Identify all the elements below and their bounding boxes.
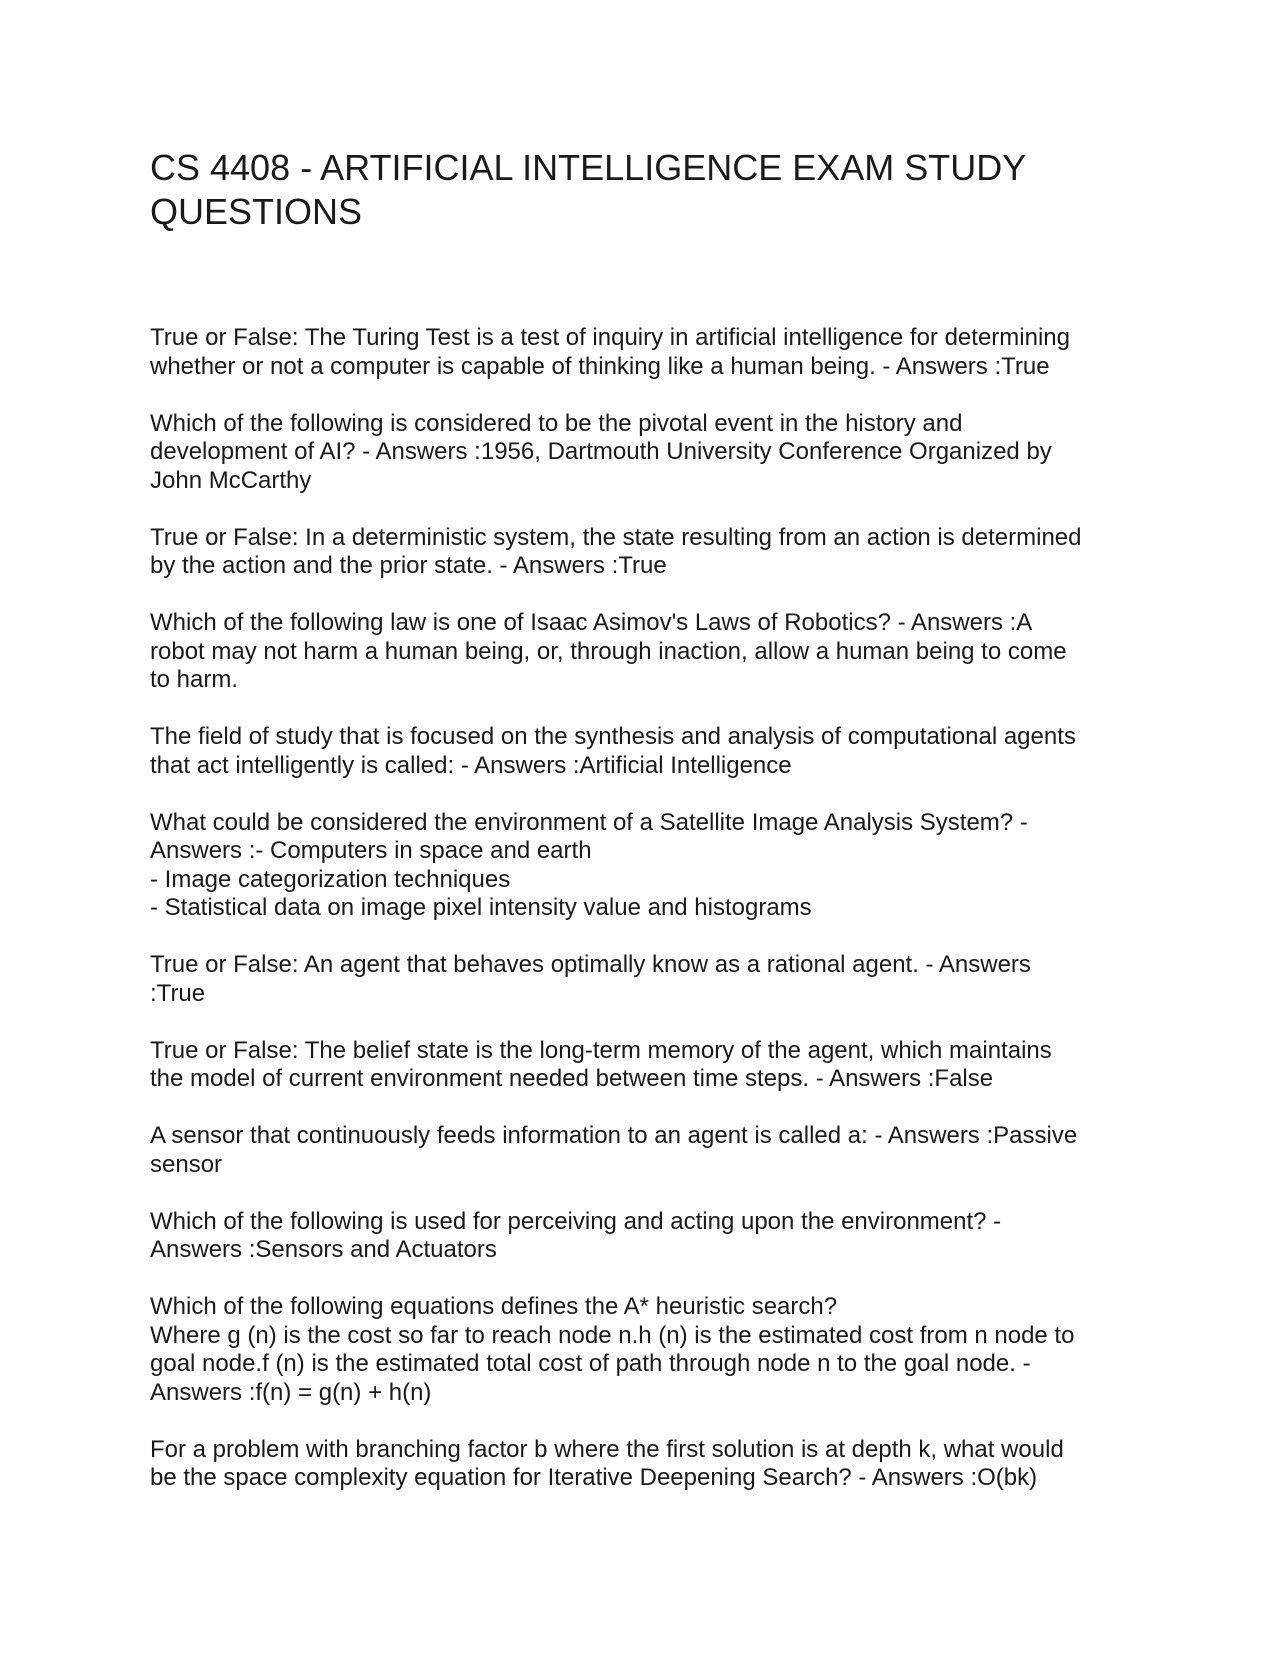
- question-answer-item: True or False: The Turing Test is a test of inquiry in artificial intelligence for determining whether or not a computer is capable of thinking like a human being. - Answers :True: [150, 324, 1070, 380]
- question-answer-item: True or False: In a deterministic system, the state resulting from an action is determined by the action and the prior state. - Answers :True: [150, 523, 1082, 579]
- document-page: [150, 146, 1150, 1521]
- question-answer-item: Which of the following equations defines the A* heuristic search? Where g (n) is the cost so far to reach node n.h (n) is the estimated cost from n node to goal node.f (n) is the estimated total cost of path through node n to the goal node. - Answers :f(n) = g(n) + h(n): [150, 1293, 1075, 1406]
- question-answer-item: A sensor that continuously feeds information to an agent is called a: - Answers :Passive sensor: [150, 1122, 1078, 1178]
- question-answer-item: True or False: The belief state is the long-term memory of the agent, which maintains the model of current environment needed between time steps. - Answers :False: [150, 1036, 1052, 1092]
- question-answer-item: True or False: An agent that behaves optimally know as a rational agent. - Answers :True: [150, 951, 1031, 1007]
- document-title: CS 4408 - ARTIFICIAL INTELLIGENCE EXAM STUDY QUESTIONS: [150, 147, 1027, 232]
- question-answer-item: What could be considered the environment of a Satellite Image Analysis System? - Answers :- Computers in space and earth - Image categorization techniques - Statistical data on image pixel intensity value and histograms: [150, 808, 1028, 921]
- question-answer-item: Which of the following is used for perceiving and acting upon the environment? - Answers :Sensors and Actuators: [150, 1207, 1002, 1263]
- question-answer-item: The field of study that is focused on the synthesis and analysis of computational agents that act intelligently is called: - Answers :Artificial Intelligence: [150, 723, 1076, 779]
- question-answer-item: Which of the following is considered to be the pivotal event in the history and development of AI? - Answers :1956, Dartmouth University Conference Organized by John McCarthy: [150, 409, 1052, 494]
- question-answer-item: For a problem with branching factor b where the first solution is at depth k, what would be the space complexity equation for Iterative Deepening Search? - Answers :O(bk): [150, 1435, 1064, 1491]
- question-answer-item: Which of the following law is one of Isaac Asimov's Laws of Robotics? - Answers :A robot may not harm a human being, or, through inaction, allow a human being to come to harm.: [150, 609, 1067, 693]
